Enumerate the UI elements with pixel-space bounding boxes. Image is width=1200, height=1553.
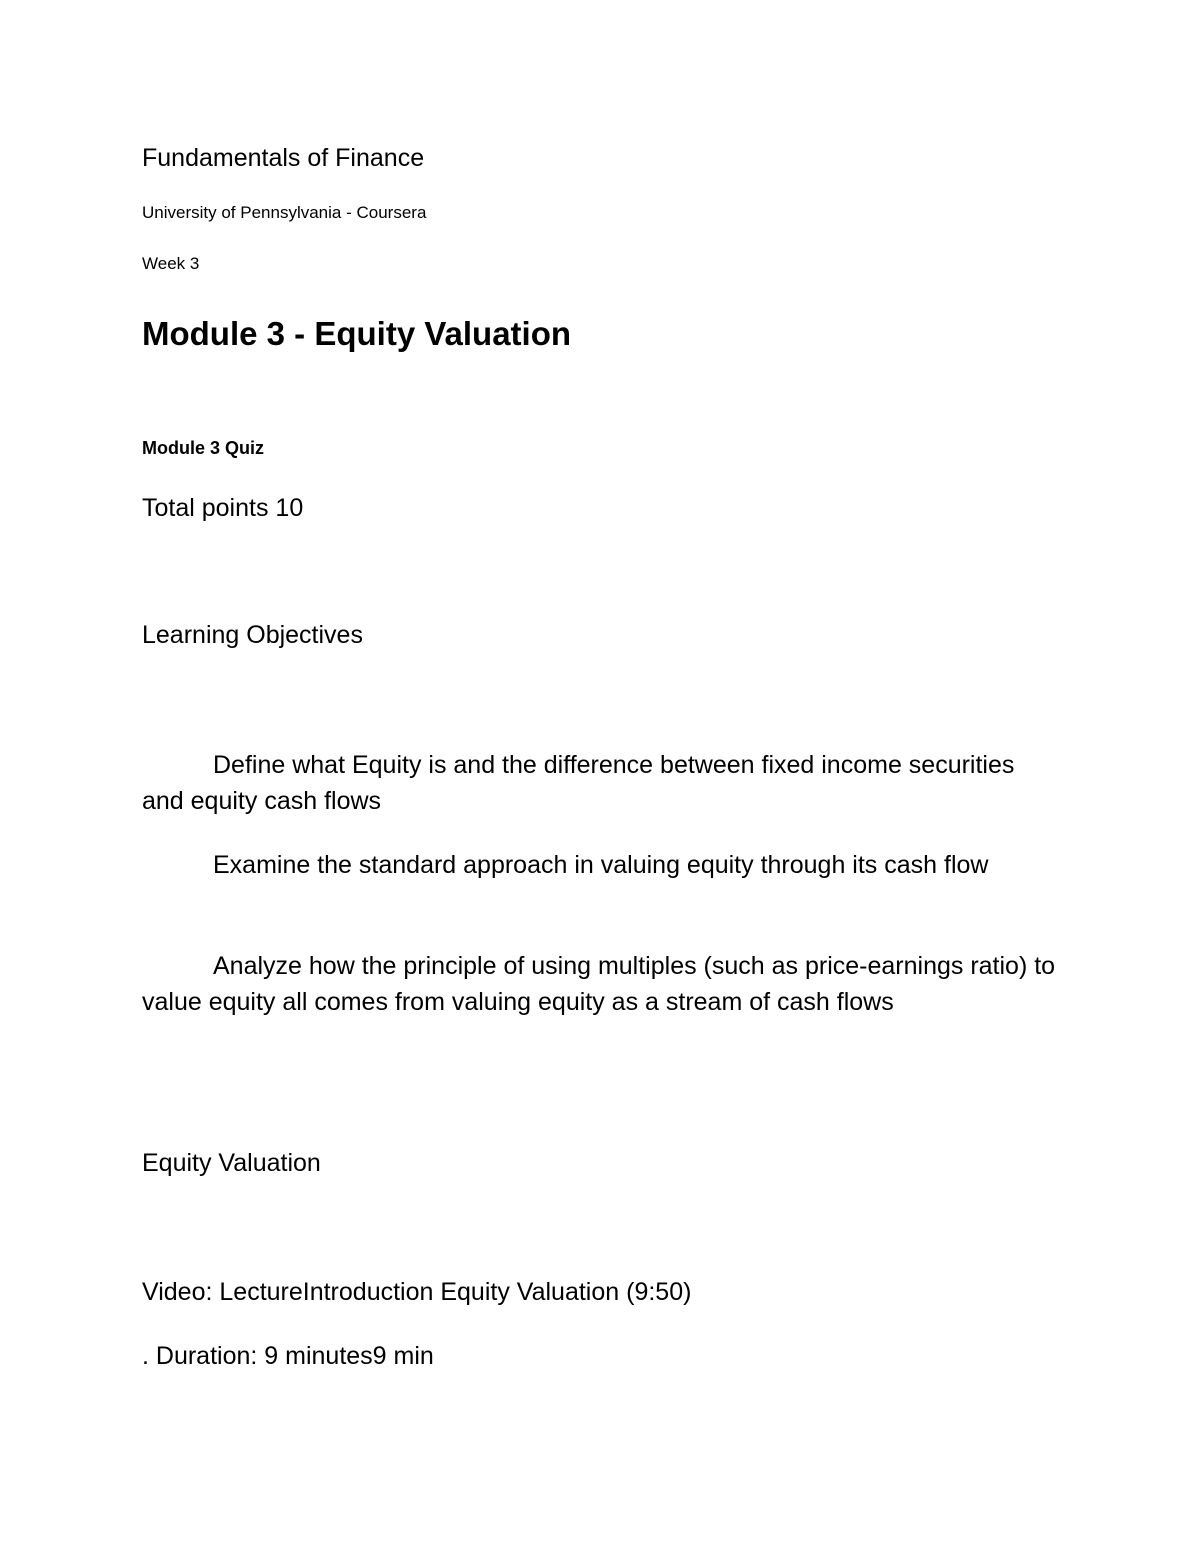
institution-label: University of Pennsylvania - Coursera [142, 203, 427, 222]
course-title: Fundamentals of Finance [142, 144, 425, 172]
total-points: Total points 10 [142, 494, 304, 522]
objective-item: Examine the standard approach in valuing equity through its cash flow [213, 851, 989, 879]
objective-item: Analyze how the principle of using multiples (such as price-earnings ratio) to value equity all comes from valuing equity as a stream of cash flows [142, 952, 1056, 1016]
section-heading: Equity Valuation [142, 1149, 321, 1177]
module-title: Module 3 - Equity Valuation [142, 315, 572, 352]
objectives-heading: Learning Objectives [142, 621, 363, 649]
video-item: Video: LectureIntroduction Equity Valuation (9:50) [142, 1278, 692, 1306]
quiz-title: Module 3 Quiz [142, 438, 265, 458]
objective-item: Define what Equity is and the difference between fixed income securities and equity cash flows [142, 751, 1015, 815]
video-duration: . Duration: 9 minutes9 min [142, 1342, 434, 1370]
week-label: Week 3 [142, 254, 200, 273]
